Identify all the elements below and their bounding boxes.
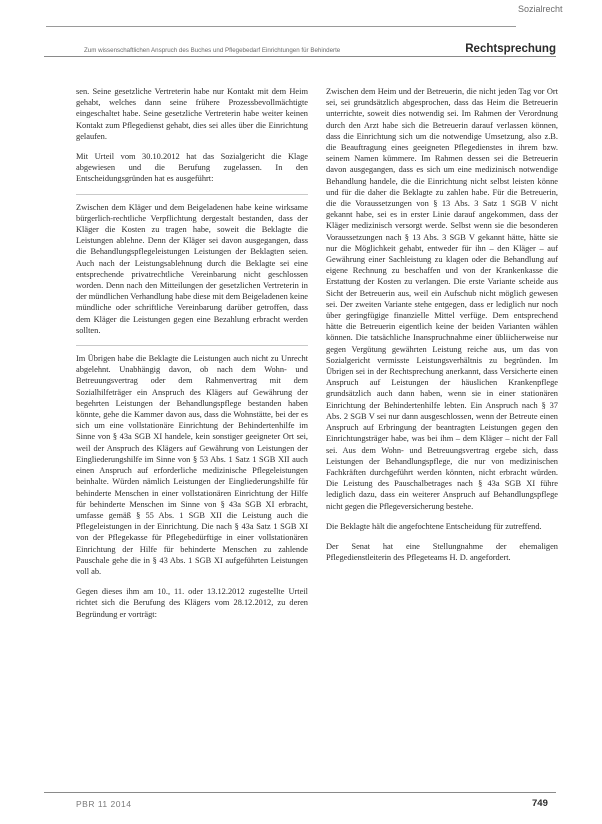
paragraph: Der Senat hat eine Stellungnahme der ehemaligen Pflegedienstleiterin des Pflegeteams H. D. angefordert. (326, 541, 558, 563)
paragraph: Mit Urteil vom 30.10.2012 hat das Sozialgericht die Klage abgewiesen und die Berufung zugelassen. In den Entscheidungsgründen hat es ausgeführt: (76, 152, 308, 184)
text-column-left (76, 86, 308, 786)
running-header-journal: Rechtsprechung (465, 43, 556, 55)
text-column-right (326, 86, 558, 786)
footer-rule (44, 792, 556, 793)
header-rule (44, 56, 556, 57)
header-top-line (46, 26, 516, 27)
paragraph: Im Übrigen habe die Beklagte die Leistungen auch nicht zu Unrecht abgelehnt. Unabhängig davon, ob nach dem Wohn- und Betreuungsvertrag oder dem Rahmenvertrag mit dem Sozialhilfeträger ein Anspruch des Klägers auf Gewährung der begehrten Leistungen der Behandlungspflege bestanden haben könnte, gehe die Kammer davon aus, dass die Wohnstätte, bei der es sich um eine vollstationäre Einrichtung der Behindertenhilfe im Sinne von § 43a SGB XI handele, kein sonstiger geeigneter Ort sei, weil der Anspruch des Klägers auf Gewährung von Leistungen der Eingliederungshilfe im Sinne von § 53 Abs. 1 Satz 1 SGB XII auch einen Anspruch auf erforderliche medizinische Pflegeleistungen beinhalte. Würden nämlich Leistungen der Eingliederungshilfe für behinderte Menschen in einer vollstationären Einrichtung der Hilfe für behinderte Menschen im Sinne von § 43a SGB XI erbracht, umfasse gemäß § 55 Abs. 1 SGB XII die Leistung auch die Pflegeleistungen in der Einrichtung. Die nach § 43a Satz 1 SGB XI von der Pflegekasse für Pflegebedürftige in einer vollstationären Einrichtung der Hilfe für behinderte Menschen zu zahlende Pauschale gehe die in § 43 Abs. 1 SGB XI aufgeführten Leistungen voll ab. (76, 345, 308, 577)
journal-issue: PBR 11 2014 (76, 799, 132, 809)
paragraph: Gegen dieses ihm am 10., 11. oder 13.12.2012 zugestellte Urteil richtet sich die Berufung des Klägers vom 28.12.2012, zu deren Begründung er vorträgt: (76, 587, 308, 619)
section-tag: Sozialrecht (518, 4, 563, 14)
paragraph: Zwischen dem Kläger und dem Beigeladenen habe keine wirksame bürgerlich-rechtliche Verpflichtung dergestalt bestanden, dass der Kläger die Kosten zu tragen habe, soweit die Beklagte die Leistungen ablehne. Denn der Kläger sei davon ausgegangen, dass die Behandlungspflegeleistungen Leistungen der Beklagten seien. Auch nach der Leistungsablehnung durch die Beklagte sei eine entsprechende privatrechtliche Vereinbarung nicht geschlossen worden. Denn nach den Mitteilungen der gesetzlichen Vertreterin in der mündlichen Verhandlung habe diese mit dem Beigeladenen keine mündliche oder schriftliche Vereinbarung darüber getroffen, dass dem Kläger die Leistungen gegen eine Bezahlung erbracht werden sollten. (76, 194, 308, 336)
paragraph: Zwischen dem Heim und der Betreuerin, die nicht jeden Tag vor Ort sei, sei grundsätzlich abgesprochen, dass das Heim die Betreuerin unterrichte, soweit dies notwendig sei. Im Rahmen der Verordnung durch den Arzt habe sich die Betreuerin darauf verlassen können, dass die Einrichtung sich um die notwendige Umsetzung, also z.B. die Beauftragung eines geeigneten Pflegedienstes in ihrem bzw. seinem Namen kümmere. Im Rahmen dessen sei die Betreuerin davon ausgegangen, dass es sich um eine medizinisch notwendige Behandlung handele, die die Einrichtung nicht selbst leisten könne und für die daher die Beklagte zu zahlen habe. Für die Betreuerin, die die Voraussetzungen von § 13 Abs. 3 Satz 1 SGB V nicht gekannt habe, sei es in erster Linie darauf angekommen, dass der Kläger medizinisch versorgt werde. Selbst wenn sie die besonderen Voraussetzungen nach § 13 Abs. 3 SGB V gekannt hätte, hätte sie nur die Möglichkeit gehabt, entweder für ihn – den Kläger – auf Gewährung einer Sachleistung zu klagen oder die Behandlung auf eigene Rechnung zu beschaffen und von der Krankenkasse die Erstattung der Kosten zu verlangen. Die erste Variante scheide aus Sicht der Betreuerin aus, weil ein Aufschub nicht möglich gewesen sei. Der zweiten Variante stehe entgegen, dass er lediglich nur noch über geringfügige finanzielle Mittel verfüge. Dem entsprechend hätte die Betreuerin eigentlich keine der beiden Varianten wählen können. Die tatsächliche Inanspruchnahme einer übliicherweise nur gegen Vergütung gewährten Leistung reiche aus, um das von Sozialgericht vermisste Leistungsverhältnis zu begründen. Im Übrigen sei in der Rechtsprechung anerkannt, dass Versicherte einen Anspruch auf Leistungen der häuslichen Krankenpflege grundsätzlich auch dann haben, wenn sie in einer stationären Einrichtung der Behindertenhilfe lebten. Ein Anspruch nach § 37 Abs. 2 SGB V sei nur dann ausgeschlossen, wenn der Betreute einen Anspruch auf Erbringung der beantragten Leistungen gegen den Einrichtungsträger habe, was bei ihm – dem Kläger – nicht der Fall sei. Aus dem Wohn- und Betreuungsvertrag ergebe sich, dass Leistungen der Behandlungspflege, die nur von medizinischen Fachkräften durchgeführt werden könnten, nicht erbracht würden. Die Leistung des Pauschalbetrages nach § 43a SGB XI führe lediglich dazu, dass ein weiterer Anspruch auf Behandlungspflege nicht gegen die Pflegeversicherung bestehe. (326, 87, 558, 511)
running-header-subtitle: Zum wissenschaftlichen Anspruch des Buches und Pflegebedarf Einrichtungen für Behinderte (84, 47, 341, 54)
running-header (84, 43, 556, 55)
page-number: 749 (532, 798, 548, 809)
paragraph: Die Beklagte hält die angefochtene Entscheidung für zutreffend. (326, 521, 542, 531)
paragraph: sen. Seine gesetzliche Vertreterin habe nur Kontakt mit dem Heim gehabt, welches dann seine frühere Prozessbevollmächtigte eingeschaltet habe. Seine gesetzliche Vertreterin habe weiter keinen Kontakt zum Pflegedienst gehabt, dies sei alles über die Einrichtung gelaufen. (76, 87, 308, 141)
